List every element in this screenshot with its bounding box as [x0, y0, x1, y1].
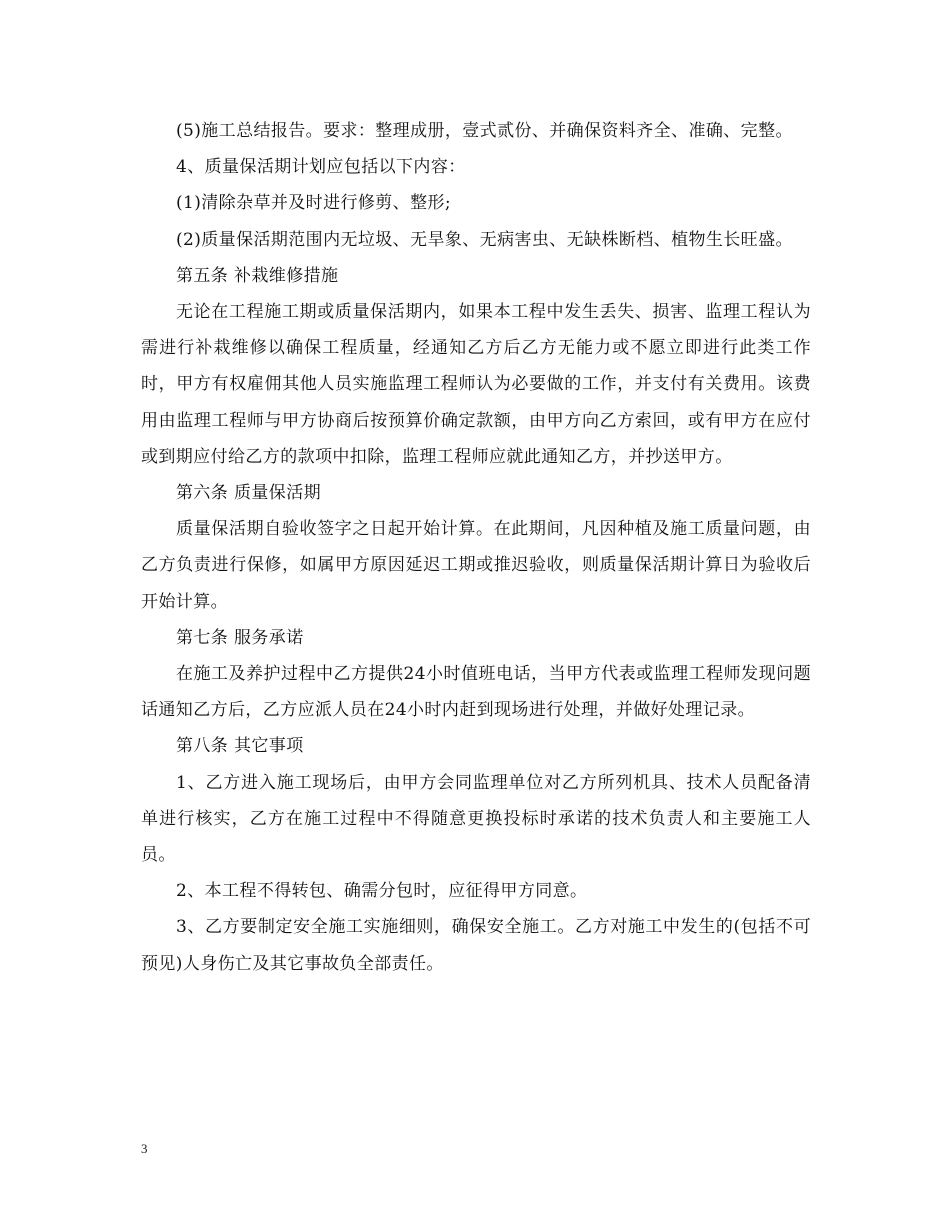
page-number: 3 — [141, 1141, 148, 1156]
article-8-heading: 第八条 其它事项 — [176, 736, 304, 757]
article-6-heading: 第六条 质量保活期 — [176, 483, 322, 504]
article-7-heading: 第七条 服务承诺 — [176, 627, 304, 648]
paragraph-warranty-plan-heading: 4、质量保活期计划应包括以下内容： — [176, 157, 466, 178]
document-body — [141, 113, 811, 982]
article-8-item-2: 2、本工程不得转包、确需分包时，应征得甲方同意。 — [176, 881, 588, 902]
article-8-item-1: 1、乙方进入施工现场后，由甲方会同监理单位对乙方所列机具、技术人员配备清单进行核实，乙方在施工过程中不得随意更换投标时承诺的技术负责人和主要施工人员。 — [141, 772, 811, 866]
article-5-heading: 第五条 补栽维修措施 — [176, 265, 339, 286]
paragraph-item-5-summary-report: (5)施工总结报告。要求：整理成册，壹式贰份、并确保资料齐全、准确、完整。 — [176, 121, 793, 141]
article-6-body: 质量保活期自验收签字之日起开始计算。在此期间，凡因种植及施工质量问题，由乙方负责进行保修，如属甲方原因延迟工期或推迟验收，则质量保活期计算日为验收后开始计算。 — [141, 519, 811, 612]
article-7-body: 在施工及养护过程中乙方提供24小时值班电话，当甲方代表或监理工程师发现问题话通知乙方后，乙方应派人员在24小时内赶到现场进行处理，并做好处理记录。 — [141, 664, 811, 721]
article-5-body: 无论在工程施工期或质量保活期内，如果本工程中发生丢失、损害、监理工程认为需进行补栽维修以确保工程质量，经通知乙方后乙方无能力或不愿立即进行此类工作时，甲方有权雇佣其他人员实施监理工程师认为必要做的工作，并支付有关费用。该费用由监理工程师与甲方协商后按预算价确定款额，由甲方向乙方索回，或有甲方在应付或到期应付给乙方的款项中扣除，监理工程师应就此通知乙方，并抄送甲方。 — [141, 302, 811, 467]
paragraph-item-1-weeding: (1)清除杂草并及时进行修剪、整形; — [176, 193, 452, 214]
paragraph-item-2-warranty-range: (2)质量保活期范围内无垃圾、无旱象、无病害虫、无缺株断档、植物生长旺盛。 — [176, 229, 793, 250]
article-8-item-3: 3、乙方要制定安全施工实施细则，确保安全施工。乙方对施工中发生的(包括不可预见)人身伤亡及其它事故负全部责任。 — [141, 917, 811, 974]
